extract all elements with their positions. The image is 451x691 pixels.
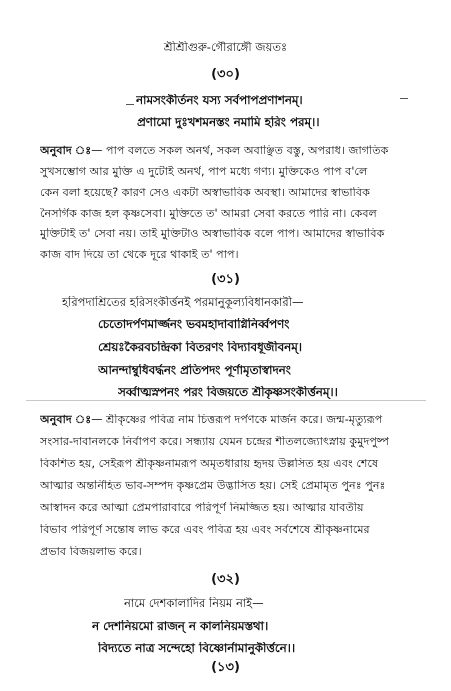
divider: [26, 400, 426, 401]
translation-line: অনুবাদ ঃ— শ্রীকৃষ্ণের পবিত্র নাম চিত্তরূপ দর্পণকে মার্জন করে। জন্ম-মৃত্যুরূপ: [40, 414, 383, 426]
verse-line: সর্ব্বাত্মস্নপনং পরং বিজয়তে শ্রীকৃষ্ণসংকীর্ত্তনম্।।: [118, 386, 338, 399]
section-number: (৩২): [211, 573, 240, 587]
translation-line: আস্বাদন করে আত্মা প্রেমপারাবারে পরিপূর্ণ নিমজ্জিত হয়। আত্মার যাবতীয়: [40, 502, 364, 514]
verse-line: আনন্দাম্বুধিবর্দ্ধনং প্রতিপদং পূর্ণামৃতাস্বাদনং: [98, 364, 291, 377]
translation-line: অনুবাদ ঃ— পাপ বলতে সকল অনর্থ, সকল অবাঞ্ছিত বস্তু, অপরাধ। জাগতিক: [40, 145, 389, 157]
verse-line: নামসংকীর্তনং যস্য সর্বপাপপ্রণাশনম্।: [136, 94, 303, 107]
verse-line: ন দেশনিয়মো রাজন্ ন কালনিয়মস্তথা।: [92, 620, 269, 633]
section-number: (৩১): [211, 273, 240, 287]
translation-line: প্রভাব বিজয়লাভ করে।: [40, 546, 142, 558]
translation-line: বিভাব পরিপূর্ণ সন্তোষ লাভ করে এবং পবিত্র হয় এবং সর্বশেষে শ্রীকৃষ্ণনামের: [40, 524, 370, 536]
translation-line: বিকশিত হয়, সেইরূপ শ্রীকৃষ্ণনামরূপ অমৃতধারায় হৃদয় উল্লসিত হয় এবং শেষে: [40, 458, 379, 470]
translation-line: আত্মার অন্তর্নিহিত ভাব-সম্পদ কৃষ্ণপ্রেম উদ্ভাসিত হয়। সেই প্রেমামৃত পুনঃ পুনঃ: [40, 480, 386, 492]
translation-line: নৈসর্গিক কাজ হল কৃষ্ণসেবা। মুক্তিতে ত' আমরা সেবা করতে পারি না। কেবল: [40, 208, 377, 220]
section-intro: নামে দেশকালাদির নিয়ম নাই—: [124, 597, 264, 610]
margin-mark: [126, 104, 134, 105]
translation-line: কেন বলা হয়েছে? কারণ সেও একটা অস্বাভাবিক অবস্থা। আমাদের স্বাভাবিক: [40, 187, 370, 199]
translation-line: কাজ বাদ দিয়ে তা থেকে দূরে থাকাই ত' পাপ।: [40, 249, 239, 261]
translation-label: অনুবাদ ঃ: [40, 145, 92, 157]
section-intro: হরিপদাশ্রিতের হরিসংকীর্ত্তনই পরমানুকূল্যবিধানকারী—: [62, 296, 304, 309]
section-number: (৩০): [211, 68, 240, 82]
margin-mark: [400, 98, 408, 99]
verse-line: বিদ্যতে নাত্র সন্দেহো বিষ্ণোর্নামানুকীর্ত্তনে।।: [98, 642, 296, 655]
verse-line: শ্রেয়ঃকৈরবচন্দ্রিকা বিতরণং বিদ্যাবধূজীবনম্।: [98, 341, 302, 354]
translation-label: অনুবাদ ঃ: [40, 414, 92, 426]
translation-line: সংসার-দাবানলকে নির্বাপণ করে। সন্ধ্যায় যেমন চন্দ্রের শীতলজ্যোৎস্নায় কুমুদপুষ্প: [40, 436, 390, 448]
page-header: শ্রীশ্রীগুরু-গৌরাঙ্গৌ জয়তঃ: [163, 41, 288, 54]
translation-line: মুক্তিটাই ত' সেবা নয়। তাই মুক্তিটাও অস্বাভাবিক বলে পাপ। আমাদের স্বাভাবিক: [40, 228, 385, 240]
page-number: (১৩): [211, 661, 240, 675]
verse-line: চেতোদর্পণমার্জ্জনং ভবমহাদাবাগ্নিনির্ব্বপণং: [98, 318, 290, 331]
verse-line: প্রণামো দুঃখশমনস্তং নমামি হরিং পরম্।।: [137, 116, 320, 129]
translation-line: সুখসম্ভোগ আর মুক্তি এ দুটোই অনর্থ, পাপ মধ্যে গণ্য। মুক্তিকেও পাপ ব'লে: [40, 166, 368, 178]
